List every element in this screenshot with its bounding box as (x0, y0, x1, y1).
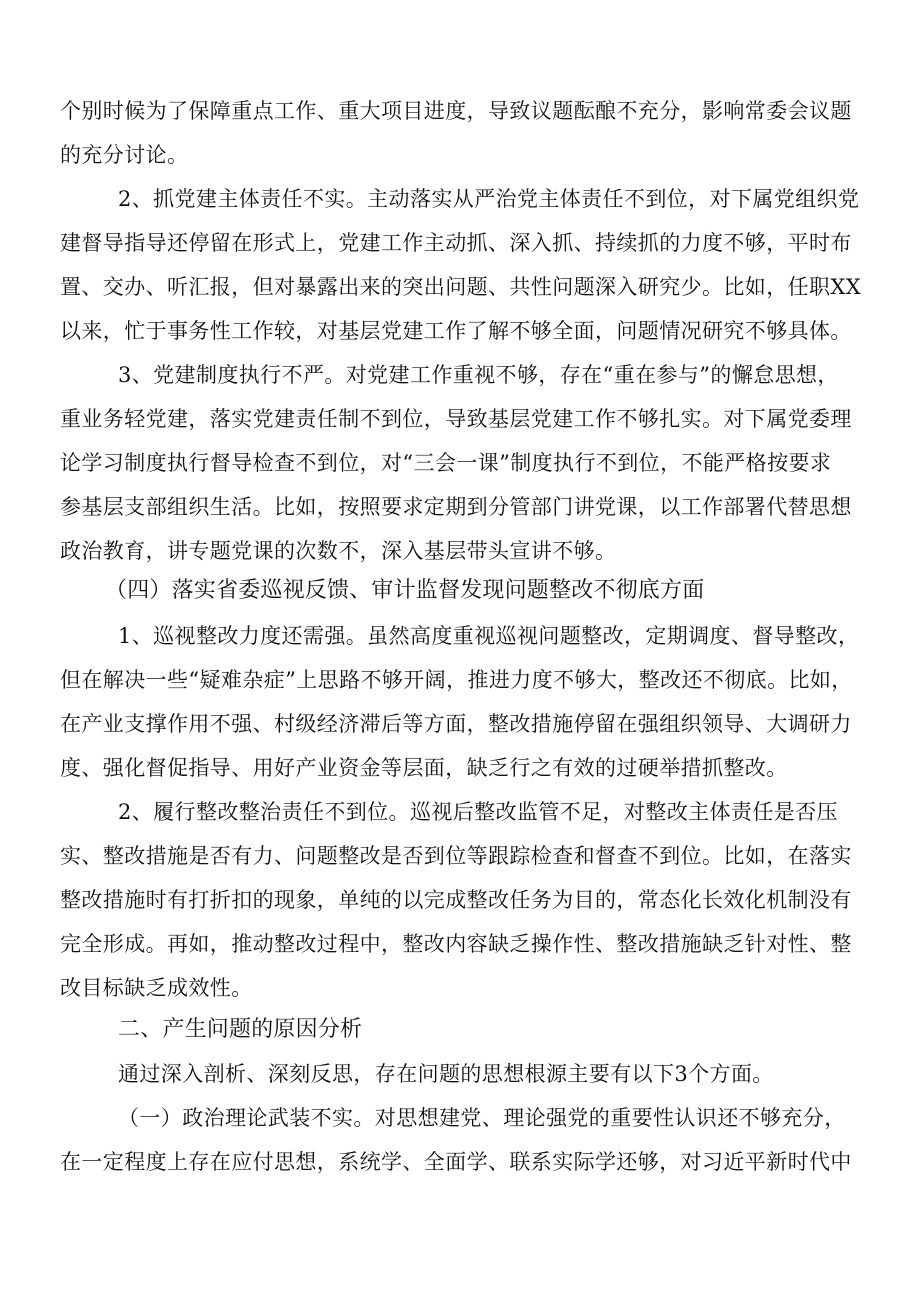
paragraph-line: 在一定程度上存在应付思想，系统学、全面学、联系实际学还够，对习近平新时代中 (60, 1150, 852, 1174)
paragraph-line: （一）政治理论武装不实。对思想建党、理论强党的重要性认识还不够充分， (118, 1106, 846, 1130)
paragraph-line: 度、强化督促指导、用好产业资金等层面，缺乏行之有效的过硬举措抓整改。 (60, 756, 788, 780)
section-heading: （四）落实省委巡视反馈、审计监督发现问题整改不彻底方面 (105, 578, 705, 603)
paragraph-line: 3、党建制度执行不严。对党建工作重视不够，存在“重在参与”的懈怠思想， (118, 363, 839, 387)
paragraph-line: 以来，忙于事务性工作较，对基层党建工作了解不够全面，问题情况研究不够具体。 (60, 319, 852, 343)
paragraph-line: 建督导指导还停留在形式上，党建工作主动抓、深入抓、持续抓的力度不够，平时布 (60, 231, 852, 255)
paragraph-line: 2、抓党建主体责任不实。主动落实从严治党主体责任不到位，对下属党组织党 (118, 187, 860, 211)
paragraph-line: 但在解决一些“疑难杂症”上思路不够开阔，推进力度不够大，整改还不彻底。比如， (60, 668, 853, 692)
paragraph-line: 改目标缺乏成效性。 (60, 976, 253, 1000)
paragraph-line: 整改措施时有打折扣的现象，单纯的以完成整改任务为目的，常态化长效化机制没有 (60, 888, 852, 912)
paragraph-line: 通过深入剖析、深刻反思，存在问题的思想根源主要有以下3个方面。 (118, 1062, 774, 1086)
paragraph-line: 论学习制度执行督导检查不到位，对“三会一课”制度执行不到位，不能严格按要求 (60, 451, 832, 475)
paragraph-line: 个别时候为了保障重点工作、重大项目进度，导致议题酝酿不充分，影响常委会议题 (60, 99, 852, 123)
paragraph-line: 重业务轻党建，落实党建责任制不到位，导致基层党建工作不够扎实。对下属党委理 (60, 407, 852, 431)
paragraph-line: 完全形成。再如，推动整改过程中，整改内容缺乏操作性、整改措施缺乏针对性、整 (60, 932, 852, 956)
paragraph-line: 1、巡视整改力度还需强。虽然高度重视巡视问题整改，定期调度、督导整改， (118, 624, 860, 648)
paragraph-line: 置、交办、听汇报，但对暴露出来的突出问题、共性问题深入研究少。比如，任职XX (60, 275, 862, 299)
chapter-heading: 二、产生问题的原因分析 (118, 1017, 363, 1042)
paragraph-line: 政治教育，讲专题党课的次数不，深入基层带头宣讲不够。 (60, 539, 617, 563)
paragraph-line: 2、履行整改整治责任不到位。巡视后整改监管不足，对整改主体责任是否压 (118, 800, 838, 824)
paragraph-line: 在产业支撑作用不强、村级经济滞后等方面，整改措施停留在强组织领导、大调研力 (60, 712, 852, 736)
paragraph-line: 的充分讨论。 (60, 143, 189, 167)
paragraph-line: 实、整改措施是否有力、问题整改是否到位等跟踪检查和督查不到位。比如，在落实 (60, 844, 852, 868)
paragraph-line: 参基层支部组织生活。比如，按照要求定期到分管部门讲党课，以工作部署代替思想 (60, 495, 852, 519)
